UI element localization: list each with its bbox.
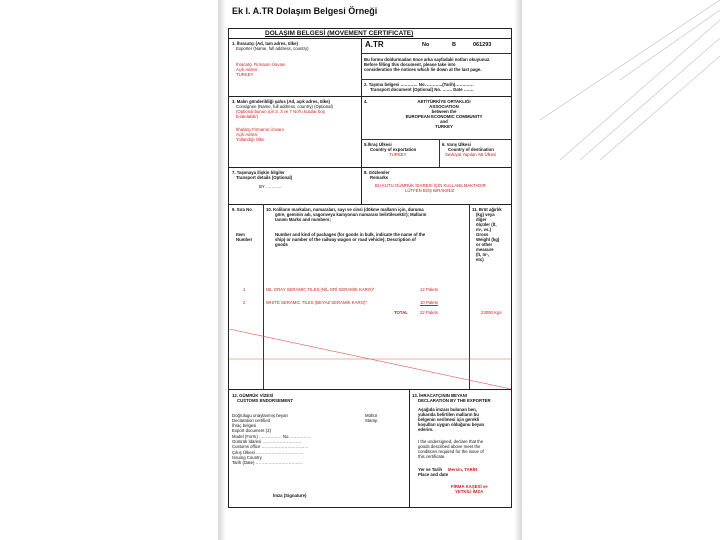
export-country-value: TURKEY: [389, 152, 407, 157]
notice-line: consideration the notices which lie down at the last page.: [364, 67, 482, 72]
consignee-line: Yollandığı Ülke: [236, 137, 265, 142]
declaration-line: koşulları uygun olduğunu beyan: [418, 422, 485, 427]
notice-line: Before filling this document, please take into: [364, 62, 456, 67]
transport-doc-label-en: Transport document (Optional) No. ……. Date …….: [370, 87, 474, 92]
consignee-line: İthalatçı Firmanın Ünvanı: [236, 127, 285, 132]
item-number-label-en: Number: [236, 237, 253, 242]
exporter-line: İhracatçı Firmanın Ünvanı: [236, 62, 286, 67]
crossed-empty-area: [229, 329, 511, 389]
item-row-quantity: 10 Palets: [420, 300, 438, 305]
series-letter: B: [452, 42, 456, 48]
place-date-label-en: Place and date: [418, 472, 449, 477]
gross-weight-label: diğer: [476, 217, 487, 222]
item-number-label-en: Item: [236, 232, 245, 237]
consignee-line: Açık Adresi: [236, 132, 258, 137]
customs-line: Gümrük İdaresi ………………………: [232, 439, 302, 444]
marks-label-en: goods: [275, 242, 288, 247]
page-shadow-left: [218, 0, 226, 540]
association-box-number: 4.: [364, 99, 368, 104]
stamp-label-en: Stamp: [365, 418, 378, 423]
gross-weight-label: ölçüler (lt,: [476, 222, 497, 227]
notice-line: Bu formu doldurmadan önce arka sayfadaki notları okuyunuz.: [364, 57, 491, 62]
gross-weight-label: etc): [476, 257, 484, 262]
declaration-line-en: conditions required for the issue of: [418, 449, 484, 454]
form-code: A.TR: [365, 40, 384, 49]
grid-line: [229, 96, 511, 97]
certificate-number: 061293: [473, 42, 492, 48]
signature-label: İmza (Signature): [273, 493, 307, 498]
remarks-label: 8. Gözlemler: [364, 170, 390, 175]
gross-weight-label: measure: [476, 247, 494, 252]
transport-details-label-en: Transport details (Optional): [236, 175, 293, 180]
consignee-note: bırakılabilir): [236, 114, 259, 119]
transport-details-label: 7. Taşımaya ilişkin bilgiler: [232, 170, 285, 175]
grid-line: [361, 139, 511, 140]
gross-weight-label: m³, vs.): [476, 227, 492, 232]
customs-line: İhraç belgesi: [232, 423, 257, 428]
gross-weight-label: Weight (kg): [476, 237, 500, 242]
grid-line: [439, 139, 440, 167]
marks-label-en: Number and kind of packages (for goods in bulk, indicate the name of the: [275, 232, 426, 237]
destination-country-value: Sevkiyat Yapılan AB Ülkesi: [445, 152, 497, 157]
item-row-number: 1: [243, 287, 246, 292]
association-line: AET/TÜRKİYE ORTAKLIĞI: [417, 99, 471, 104]
decorative-lines: [520, 0, 720, 160]
customs-line: Customs office ……………………………: [232, 444, 309, 449]
grid-line: [361, 53, 511, 54]
destination-country-label-en: Country of destination: [448, 147, 494, 152]
destination-country-label: 6. Varış Ülkesi: [442, 142, 471, 147]
number-label: No: [422, 42, 430, 48]
remarks-note: LÜTFEN BOŞ BIRAKINIZ: [405, 188, 455, 193]
item-number-label: 9. Sıra No: [232, 207, 252, 212]
company-stamp-note: FİRMA KAŞESİ ve: [451, 484, 488, 489]
exporter-line: Açık Adresi: [236, 67, 258, 72]
customs-line: Export document (2): [232, 428, 271, 433]
transport-doc-label: 2. Taşıma belgesi ………… No. ………..(Tarih)………….: [364, 82, 474, 87]
stamp-label: Mühür: [365, 413, 378, 418]
atr-certificate-form: [228, 28, 512, 508]
customs-label-en: CUSTOMS ENDORSEMENT: [237, 398, 294, 403]
transport-details-value: BY ………..: [259, 184, 282, 189]
certificate-heading: DOLAŞIM BELGESİ (MOVEMENT CERTIFICATE): [265, 30, 414, 37]
declaration-line: ederim.: [418, 427, 434, 432]
total-label: TOTAL: [394, 310, 408, 315]
item-row-description: NIL GRAY SERAMIC TILES (NİL GRİ SERAMİK KARO)*: [266, 287, 375, 292]
item-row-quantity: 12 Palets: [420, 287, 438, 292]
page-title: Ek I. A.TR Dolaşım Belgesi Örneği: [232, 6, 378, 16]
remarks-label-en: Remarks: [370, 175, 389, 180]
customs-line: Issuing Country: [232, 455, 262, 460]
place-date-label: Yer ve Tarih: [418, 467, 443, 472]
customs-line: Çıkış Ülkesi ……………………………: [232, 450, 304, 455]
grid-line: [361, 79, 511, 80]
customs-label: 12. GÜMRÜK VİZESİ: [232, 393, 274, 398]
association-line: ASSOCIATION: [429, 104, 459, 109]
grid-line: [409, 389, 410, 507]
declaration-line-en: this certificate.: [418, 454, 446, 459]
item-row-number: 2: [243, 300, 246, 305]
marks-label: 10. Koliların markaları, numaraları, sayı ve cinsi (dökme malların için, duruma: [266, 207, 424, 212]
grid-line: [361, 38, 362, 204]
exporter-label: 1. İhracatçı (Ad, tam adres, ülke): [232, 41, 298, 46]
grid-line: [229, 389, 511, 390]
marks-label-en: ship) or number of the railway wagon or road vehicle); Description of: [275, 237, 416, 242]
declaration-line: Aşağıda imzası bulunan ben,: [418, 407, 477, 412]
customs-line: Tarih (Date) ……………………………: [232, 460, 303, 465]
declaration-line: belgenin verilmesi için gerekli: [418, 417, 480, 422]
gross-weight-label: or other: [476, 242, 493, 247]
consignee-label-en: Consignee (Name, full address, country) (Optional): [236, 104, 333, 109]
declaration-line-en: I the undersigned, declare that the: [418, 439, 484, 444]
exporter-declaration-label-en: DECLARATION BY THE EXPORTER: [418, 398, 491, 403]
gross-weight-label: (lt, m³,: [476, 252, 489, 257]
customs-line: Doğrulugu onaylanmış beyan: [232, 413, 288, 418]
grid-line: [229, 167, 511, 168]
marks-label: göre, geminin adı, vagonveya kamyonun numarası belirtilecektir); Malların: [275, 212, 427, 217]
marks-label: tanımı Marks and numbers;: [275, 217, 331, 222]
declaration-line-en: goods described above meet the: [418, 444, 481, 449]
remarks-note: BU KUTU GÜMRÜK İDARESİ İÇİN KULLANILMAKTADIR: [375, 183, 486, 188]
gross-weight-label: (kg) veya: [476, 212, 495, 217]
exporter-line: TURKEY: [236, 72, 254, 77]
consignee-note: (Optional bunun için 2. 3 ve 7 No'lu kutular boş: [236, 109, 325, 114]
customs-line: Declaration certified: [232, 418, 270, 423]
consignee-label: 3. Malın gönderildiği şahıs (Ad, açık adres, ülke): [232, 99, 330, 104]
grid-line: [229, 38, 511, 39]
total-weight: 23000 Kgs: [481, 310, 502, 315]
gross-weight-label: Gross: [476, 232, 489, 237]
association-line: and: [440, 119, 448, 124]
declaration-line: yukarıda belirtilen malların bu: [418, 412, 479, 417]
export-country-label: 5.İhraç Ülkesi: [364, 142, 392, 147]
exporter-declaration-label: 13. İHRACATÇININ BEYANI: [412, 393, 467, 398]
total-quantity: 22 Palets: [420, 310, 438, 315]
document-page: [226, 0, 514, 540]
company-stamp-note: YETKİLİ İMZA: [455, 489, 484, 494]
customs-line: Model (Form) ……………. No. …………..: [232, 434, 311, 439]
association-line: between the: [431, 109, 457, 114]
place-date-value: Mersin, TARİH: [448, 467, 478, 472]
association-line: TURKEY: [435, 124, 453, 129]
gross-weight-label: 11. Brüt ağırlık: [472, 207, 502, 212]
item-row-description: WHITE SERAMIC TILES (BEYAZ SERAMİK KARO)*: [266, 300, 368, 305]
exporter-label-en: Exporter (Name, full address, country): [236, 46, 309, 51]
export-country-label-en: Country of exportation: [370, 147, 417, 152]
association-line: EUROPEAN ECONOMIC COMMUNITY: [405, 114, 483, 119]
